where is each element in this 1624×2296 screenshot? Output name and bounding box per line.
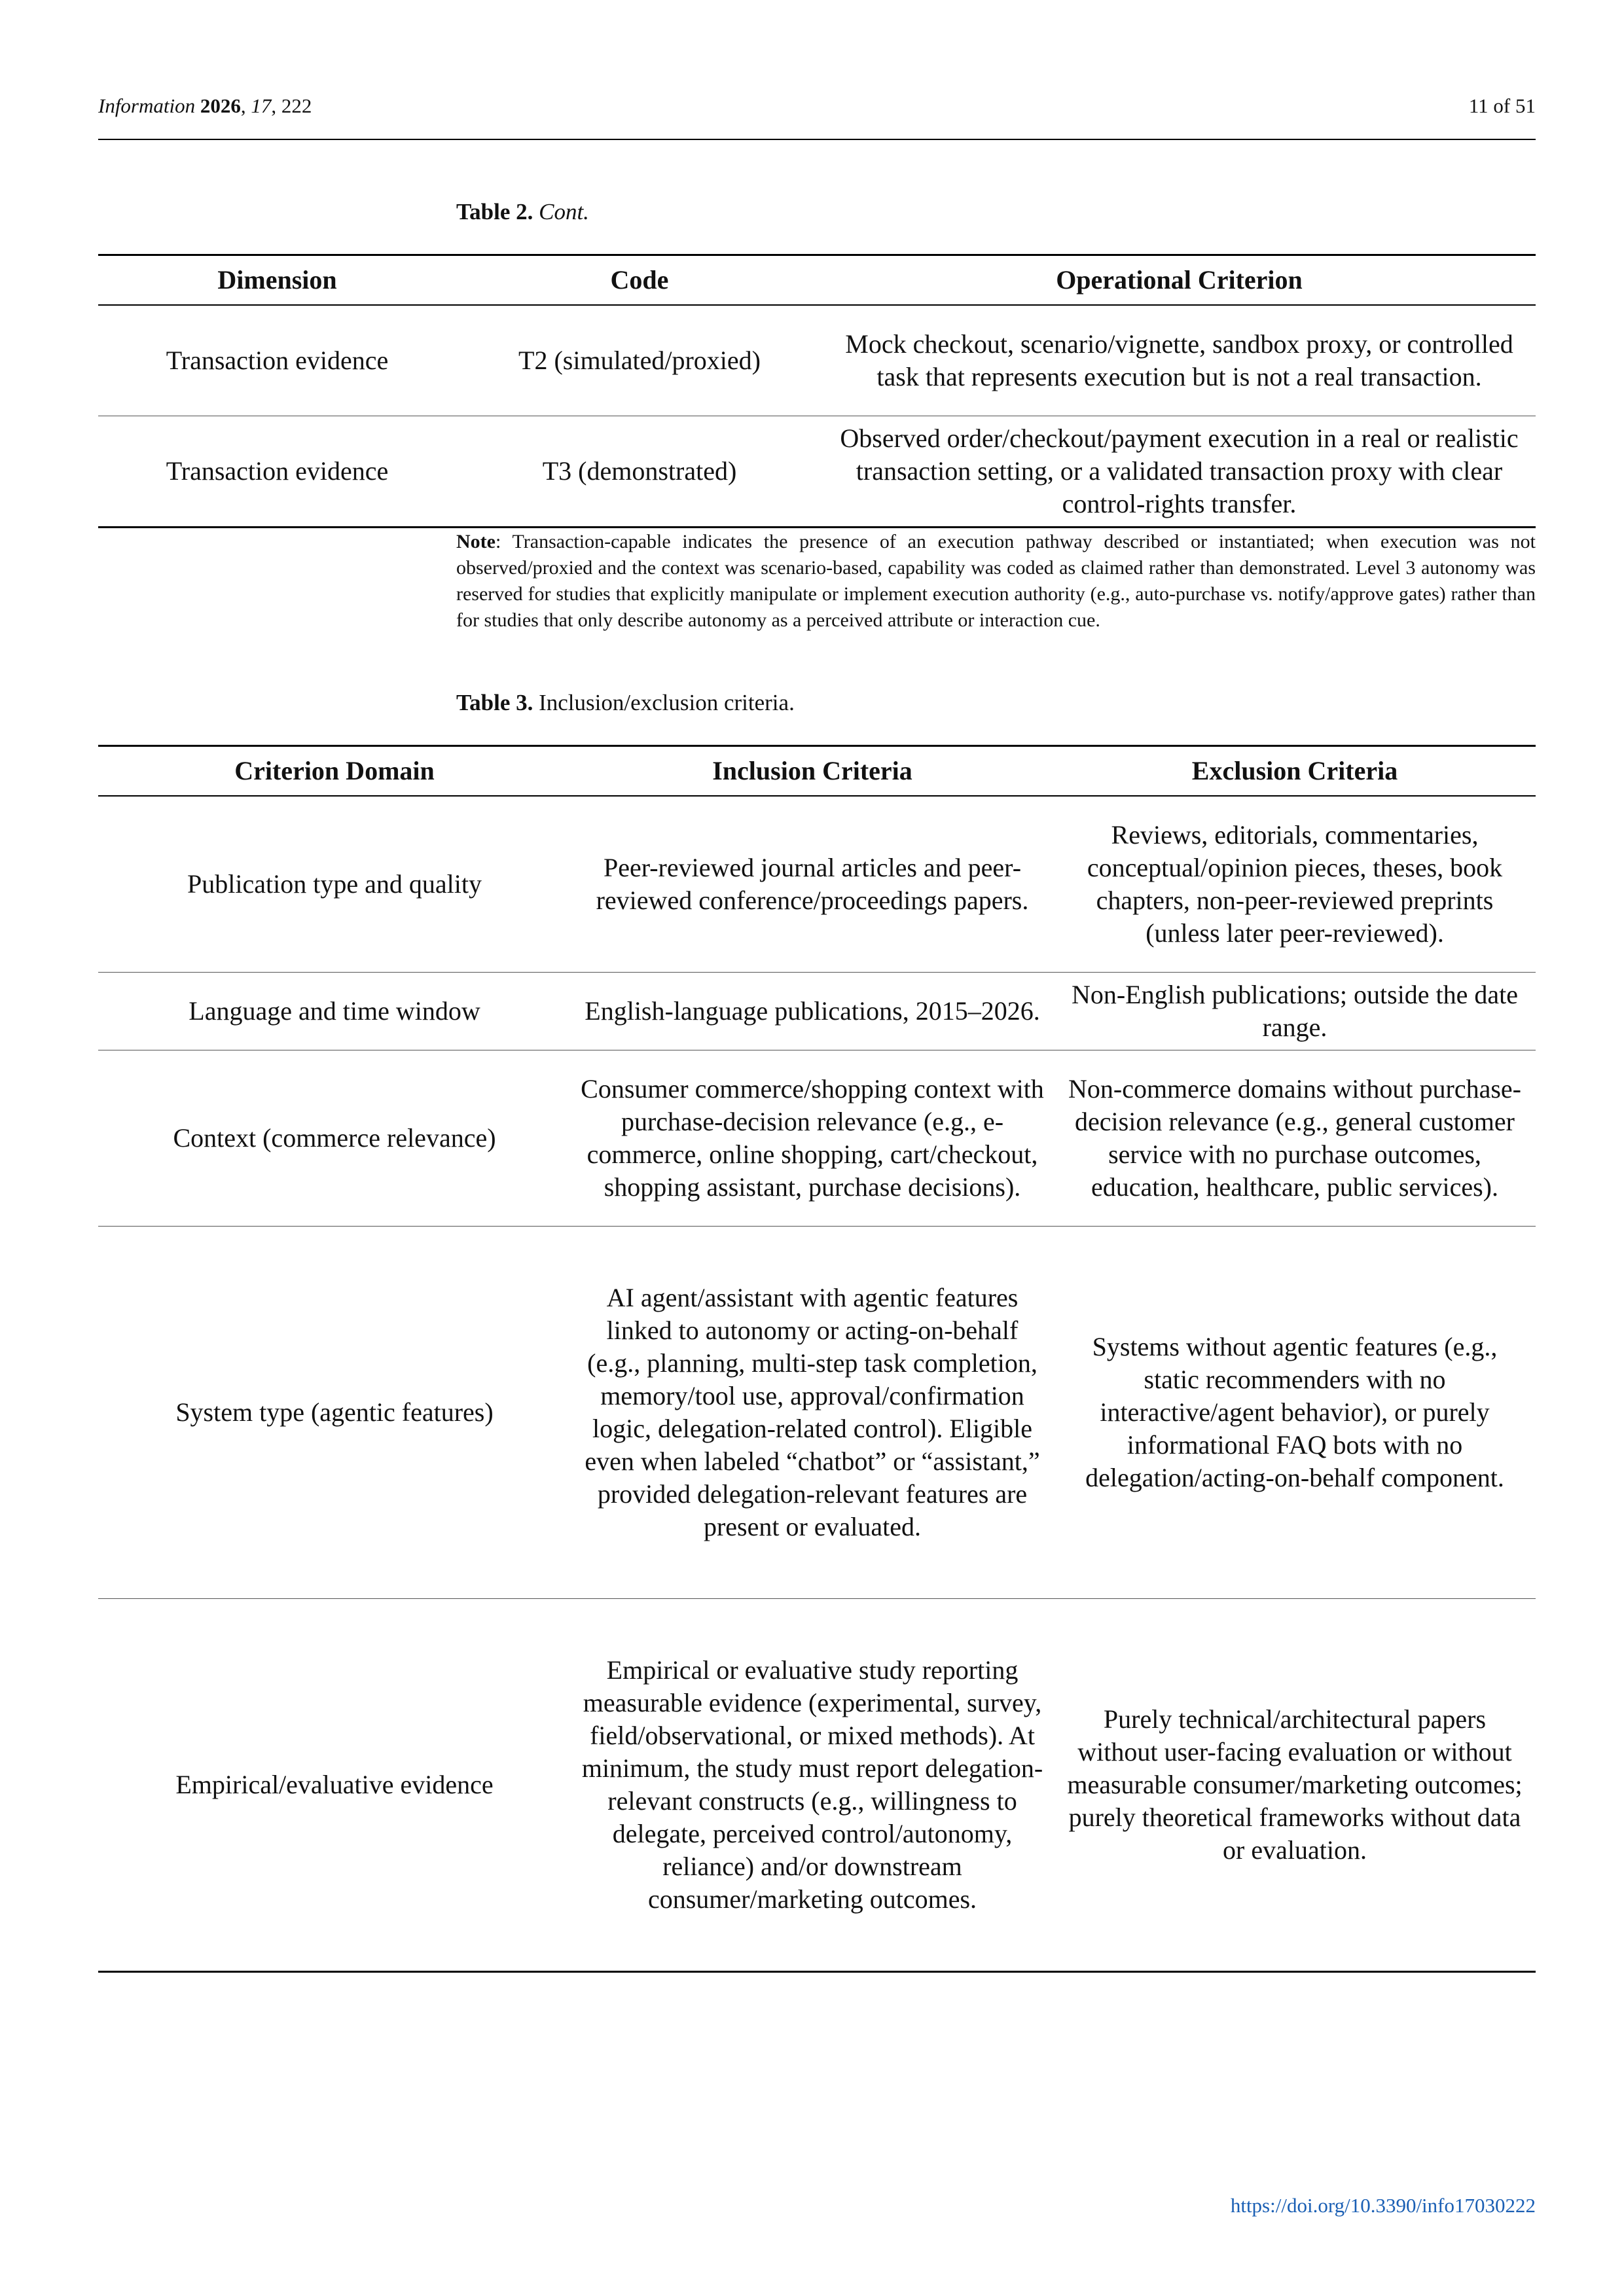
journal-year: 2026 (200, 94, 241, 117)
table-row (98, 1050, 1536, 1227)
table3-header-row (98, 746, 1536, 797)
table2-note-label: Note (456, 531, 496, 552)
table-cell: Empirical or evaluative study reporting measurable evidence (experimental, survey, field/observational, or mixed methods). At minimum, the study must report delegation-relevant constructs (e.g., willingness to delegate, perceived control/autonomy, reliance) and/or downstream consumer/marketing outcomes. (571, 1599, 1054, 1972)
journal-volume: 17 (251, 94, 272, 117)
table-cell: AI agent/assistant with agentic features linked to autonomy or acting-on-behalf (e.g., planning, multi-step task completion, memory/tool use, approval/confirmation logic, delegation-related control). Eligible even when labeled “chatbot” or “assistant,” provided delegation-relevant features are present or evaluated. (571, 1227, 1054, 1599)
table-cell: Non-English publications; outside the date range. (1054, 973, 1536, 1050)
table-cell: Mock checkout, scenario/vignette, sandbox proxy, or controlled task that represents execution but is not a real transaction. (823, 305, 1536, 416)
table-cell: Context (commerce relevance) (98, 1050, 571, 1227)
table2-caption-text: Cont. (539, 199, 589, 224)
table2-header-criterion: Operational Criterion (823, 255, 1536, 306)
table3-caption (456, 689, 795, 717)
table-cell: T3 (demonstrated) (456, 416, 823, 528)
table-cell: Reviews, editorials, commentaries, conceptual/opinion pieces, theses, book chapters, non-peer-reviewed preprints (unless later peer-reviewed). (1054, 796, 1536, 973)
page-number: 11 of 51 (1468, 94, 1536, 117)
table-cell: Purely technical/architectural papers without user-facing evaluation or without measurable consumer/marketing outcomes; purely theoretical frameworks without data or evaluation. (1054, 1599, 1536, 1972)
table3 (98, 745, 1536, 1973)
table-row (98, 416, 1536, 528)
table2-caption (456, 198, 589, 226)
table2-header-dimension: Dimension (98, 255, 456, 306)
table2-note (456, 529, 1536, 634)
table-cell: System type (agentic features) (98, 1227, 571, 1599)
table2-caption-label: Table 2. (456, 199, 533, 224)
header-rule (98, 139, 1536, 140)
table3-header-inclusion: Inclusion Criteria (571, 746, 1054, 797)
table-row (98, 1227, 1536, 1599)
table-cell: Systems without agentic features (e.g., static recommenders with no interactive/agent behavior), or purely informational FAQ bots with no delegation/acting-on-behalf component. (1054, 1227, 1536, 1599)
table2 (98, 254, 1536, 528)
table-cell: Empirical/evaluative evidence (98, 1599, 571, 1972)
table3-caption-label: Table 3. (456, 690, 533, 715)
doi-link[interactable]: https://doi.org/10.3390/info17030222 (1230, 2194, 1536, 2217)
table3-header-exclusion: Exclusion Criteria (1054, 746, 1536, 797)
running-header (98, 93, 1536, 127)
table-cell: Non-commerce domains without purchase-decision relevance (e.g., general customer service with no purchase outcomes, education, healthcare, public services). (1054, 1050, 1536, 1227)
table-cell: Language and time window (98, 973, 571, 1050)
table-cell: T2 (simulated/proxied) (456, 305, 823, 416)
table-cell: Transaction evidence (98, 305, 456, 416)
table-row (98, 796, 1536, 973)
table2-note-text: : Transaction-capable indicates the presence of an execution pathway described or instantiated; when execution was not observed/proxied and the context was scenario-based, capability was coded as claimed rather than demonstrated. Level 3 autonomy was reserved for studies that explicitly manipulate or implement execution authority (e.g., auto-purchase vs. notify/approve gates) rather than for studies that only describe autonomy as a perceived attribute or interaction cue. (456, 531, 1536, 631)
table-cell: English-language publications, 2015–2026. (571, 973, 1054, 1050)
table-cell: Consumer commerce/shopping context with purchase-decision relevance (e.g., e-commerce, online shopping, cart/checkout, shopping assistant, purchase decisions). (571, 1050, 1054, 1227)
table3-caption-text: Inclusion/exclusion criteria. (539, 690, 795, 715)
table-row (98, 305, 1536, 416)
table3-header-domain: Criterion Domain (98, 746, 571, 797)
journal-citation: Information 2026, 17, 222 (98, 94, 312, 117)
table2-header-row (98, 255, 1536, 306)
journal-name: Information (98, 94, 196, 117)
table-row (98, 973, 1536, 1050)
table-row (98, 1599, 1536, 1972)
table-cell: Publication type and quality (98, 796, 571, 973)
table-cell: Transaction evidence (98, 416, 456, 528)
table2-header-code: Code (456, 255, 823, 306)
table-cell: Observed order/checkout/payment execution in a real or realistic transaction setting, or a validated transaction proxy with clear control-rights transfer. (823, 416, 1536, 528)
table-cell: Peer-reviewed journal articles and peer-reviewed conference/proceedings papers. (571, 796, 1054, 973)
article-number: 222 (281, 94, 312, 117)
